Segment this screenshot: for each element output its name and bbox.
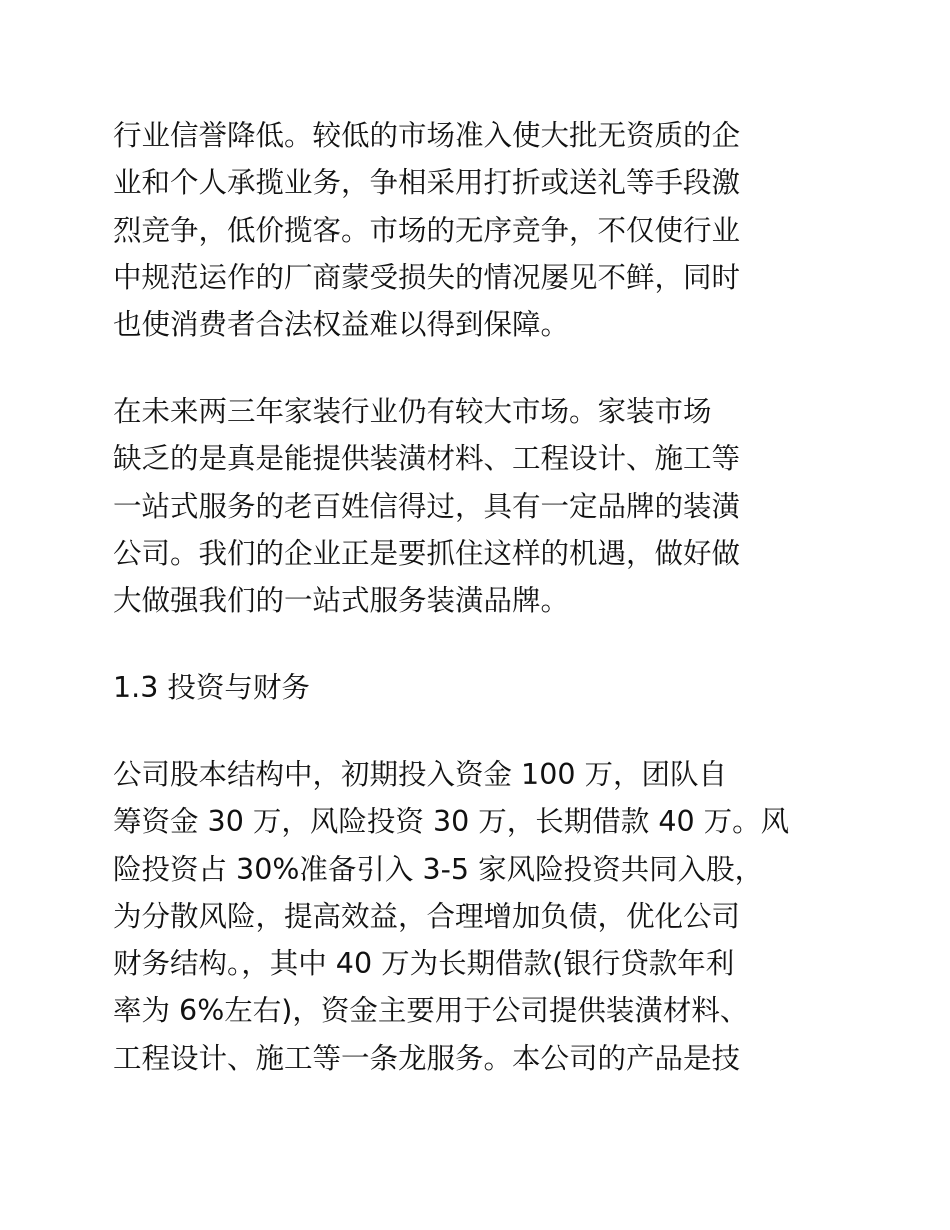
paragraph-industry-credibility (113, 112, 843, 348)
text-line: 大做强我们的一站式服务装潢品牌。 (113, 584, 570, 618)
text-line: 烈竞争，低价揽客。市场的无序竞争，不仅使行业 (113, 213, 741, 247)
text-line: 也使消费者合法权益难以得到保障。 (113, 308, 570, 342)
text-line: 中规范运作的厂商蒙受损失的情况屡见不鲜，同时 (113, 260, 741, 294)
text-line: 率为 6%左右)，资金主要用于公司提供装潢材料、 (113, 994, 749, 1028)
text-line: 为分散风险，提高效益，合理增加负债，优化公司 (113, 899, 741, 933)
text-line: 险投资占 30%准备引入 3-5 家风险投资共同入股， (113, 852, 764, 886)
paragraph-capital-structure (113, 751, 843, 1082)
text-line: 业和个人承揽业务，争相采用打折或送礼等手段激 (113, 166, 741, 200)
text-line: 行业信誉降低。较低的市场准入使大批无资质的企 (113, 119, 741, 152)
text-line: 工程设计、施工等一条龙服务。本公司的产品是技 (113, 1041, 741, 1075)
text-line: 公司股本结构中，初期投入资金 100 万，团队自 (113, 758, 728, 791)
text-line: 财务结构。，其中 40 万为长期借款(银行贷款年利 (113, 947, 735, 981)
paragraph-market-outlook (113, 388, 843, 624)
text-line: 缺乏的是真是能提供装潢材料、工程设计、施工等 (113, 442, 741, 476)
text-line: 一站式服务的老百姓信得过，具有一定品牌的装潢 (113, 489, 741, 523)
text-line: 在未来两三年家装行业仍有较大市场。家装市场 (113, 395, 712, 428)
text-line: 公司。我们的企业正是要抓住这样的机遇，做好做 (113, 536, 741, 570)
section-heading-investment-finance (113, 664, 843, 711)
text-line: 筹资金 30 万，风险投资 30 万，长期借款 40 万。风 (113, 805, 790, 839)
section-heading: 1.3 投资与财务 (113, 671, 310, 704)
